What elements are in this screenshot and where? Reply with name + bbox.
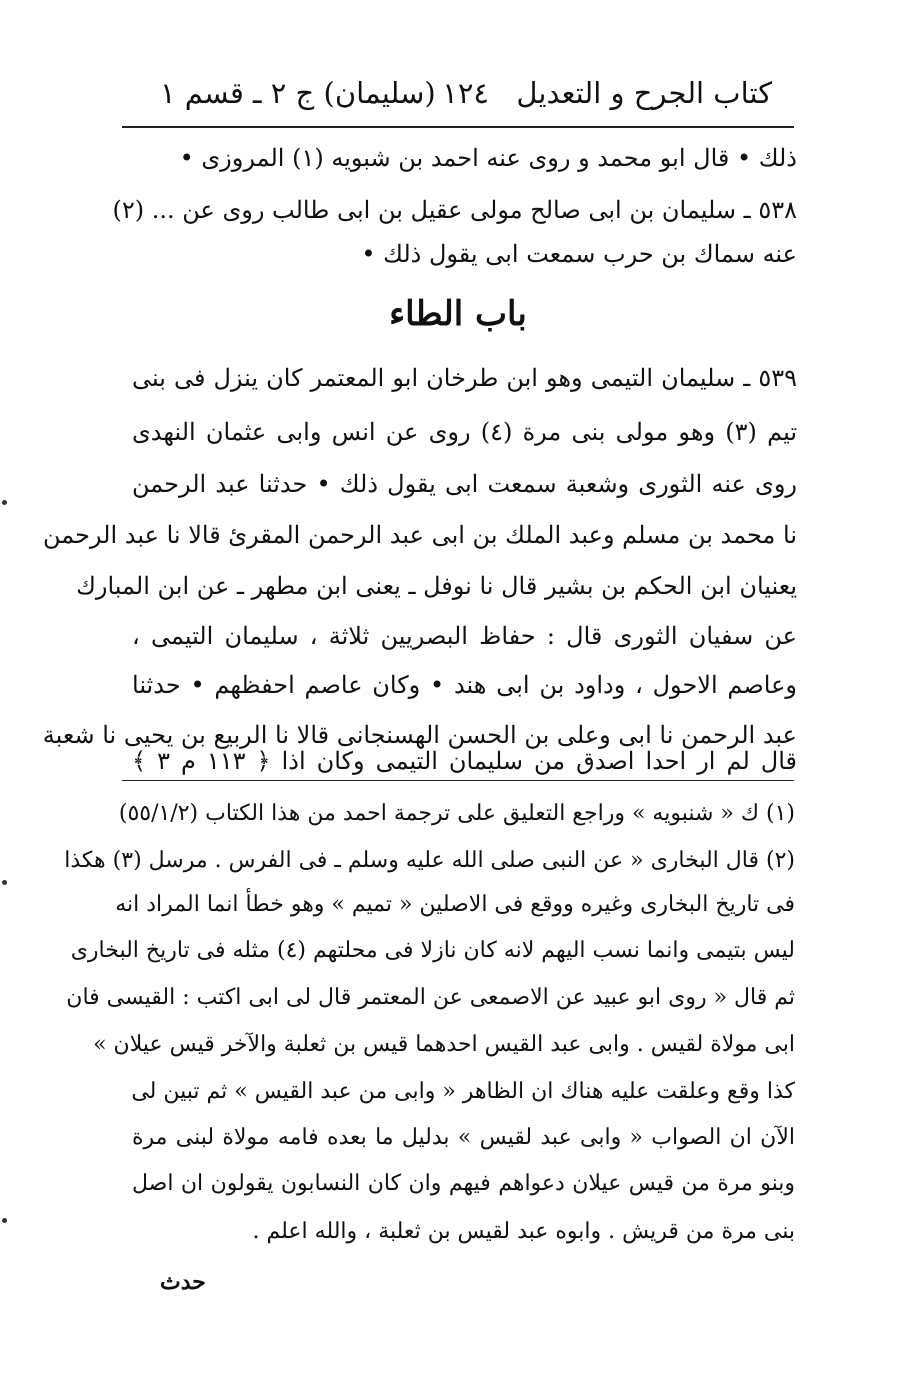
catchword: حدث: [160, 1269, 206, 1295]
book-title: كتاب الجرح و التعديل: [516, 76, 772, 110]
text-line: عن سفيان الثورى قال : حفاظ البصريين ثلاثة ، سليمان التيمى ،: [132, 622, 797, 650]
text-line: نا محمد بن مسلم وعبد الملك بن ابى عبد الرحمن المقرئ قالا نا عبد الرحمن: [42, 521, 797, 549]
margin-speck: [2, 1218, 7, 1223]
footnote-line: الآن ان الصواب « وابى عبد لقيس » بدليل ما بعده فامه مولاة لبنى مرة: [132, 1125, 795, 1150]
margin-speck: [2, 500, 7, 505]
entry-539: ٥٣٩ ـ سليمان التيمى وهو ابن طرخان ابو المعتمر كان ينزل فى بنى: [132, 364, 797, 392]
running-header: [122, 62, 794, 124]
footnote-1: (١) ك « شنبويه » وراجع التعليق على ترجمة احمد من هذا الكتاب (٥٥/١/٢): [118, 801, 795, 826]
footnote-line: ابى مولاة لقيس . وابى عبد القيس احدهما قيس بن ثعلبة والآخر قيس عيلان »: [93, 1032, 795, 1057]
text-line: عبد الرحمن نا ابى وعلى بن الحسن الهسنجانى قالا نا الربيع بن يحيى نا شعبة: [42, 721, 797, 749]
text-line: يعنيان ابن الحكم بن بشير قال نا نوفل ـ يعنى ابن مطهر ـ عن ابن المبارك: [76, 572, 797, 600]
text-line: تيم (٣) وهو مولى بنى مرة (٤) روى عن انس وابى عثمان النهدى: [132, 418, 798, 446]
text-line: عنه سماك بن حرب سمعت ابى يقول ذلك •: [361, 240, 797, 268]
footnote-line: ثم قال « روى ابو عبيد عن الاصمعى عن المعتمر قال لى ابى اكتب : القيسى فان: [66, 985, 795, 1010]
header-rule: [122, 126, 794, 128]
chapter-heading: باب الطاء: [389, 294, 527, 334]
footnote-2: (٢) قال البخارى « عن النبى صلى الله عليه وسلم ـ فى الفرس . مرسل (٣) هكذا: [64, 848, 795, 873]
text-line: قال لم ار احدا اصدق من سليمان التيمى وكان اذا ﴿ ١١٣ م ٣ ﴾: [132, 747, 797, 775]
footnote-line: ليس بتيمى وانما نسب اليهم لانه كان نازلا فى محلتهم (٤) مثله فى تاريخ البخارى: [70, 938, 795, 963]
margin-speck: [2, 880, 7, 885]
page-number: ١٢٤: [442, 76, 489, 110]
footnote-line: بنى مرة من قريش . وابوه عبد لقيس بن ثعلبة ، والله اعلم .: [252, 1219, 795, 1244]
volume-info: (سليمان) ج ٢ ـ قسم ١: [160, 76, 436, 110]
text-line: روى عنه الثورى وشعبة سمعت ابى يقول ذلك • حدثنا عبد الرحمن: [132, 470, 797, 498]
footnote-line: كذا وقع وعلقت عليه هناك ان الظاهر « وابى من عبد القيس » ثم تبين لى: [131, 1079, 795, 1104]
footnote-line: وبنو مرة من قيس عيلان دعواهم فيهم وان كان النسابون يقولون ان اصل: [132, 1171, 795, 1196]
entry-538: ٥٣٨ ـ سليمان بن ابى صالح مولى عقيل بن ابى طالب روى عن ... (٢): [112, 196, 797, 224]
text-line: ذلك • قال ابو محمد و روى عنه احمد بن شبويه (١) المروزى •: [179, 144, 797, 172]
footnote-rule: [122, 780, 794, 781]
footnote-line: فى تاريخ البخارى وغيره ووقع فى الاصلين « تميم » وهو خطأ انما المراد انه: [115, 892, 795, 917]
text-line: وعاصم الاحول ، وداود بن ابى هند • وكان عاصم احفظهم • حدثنا: [132, 671, 797, 699]
